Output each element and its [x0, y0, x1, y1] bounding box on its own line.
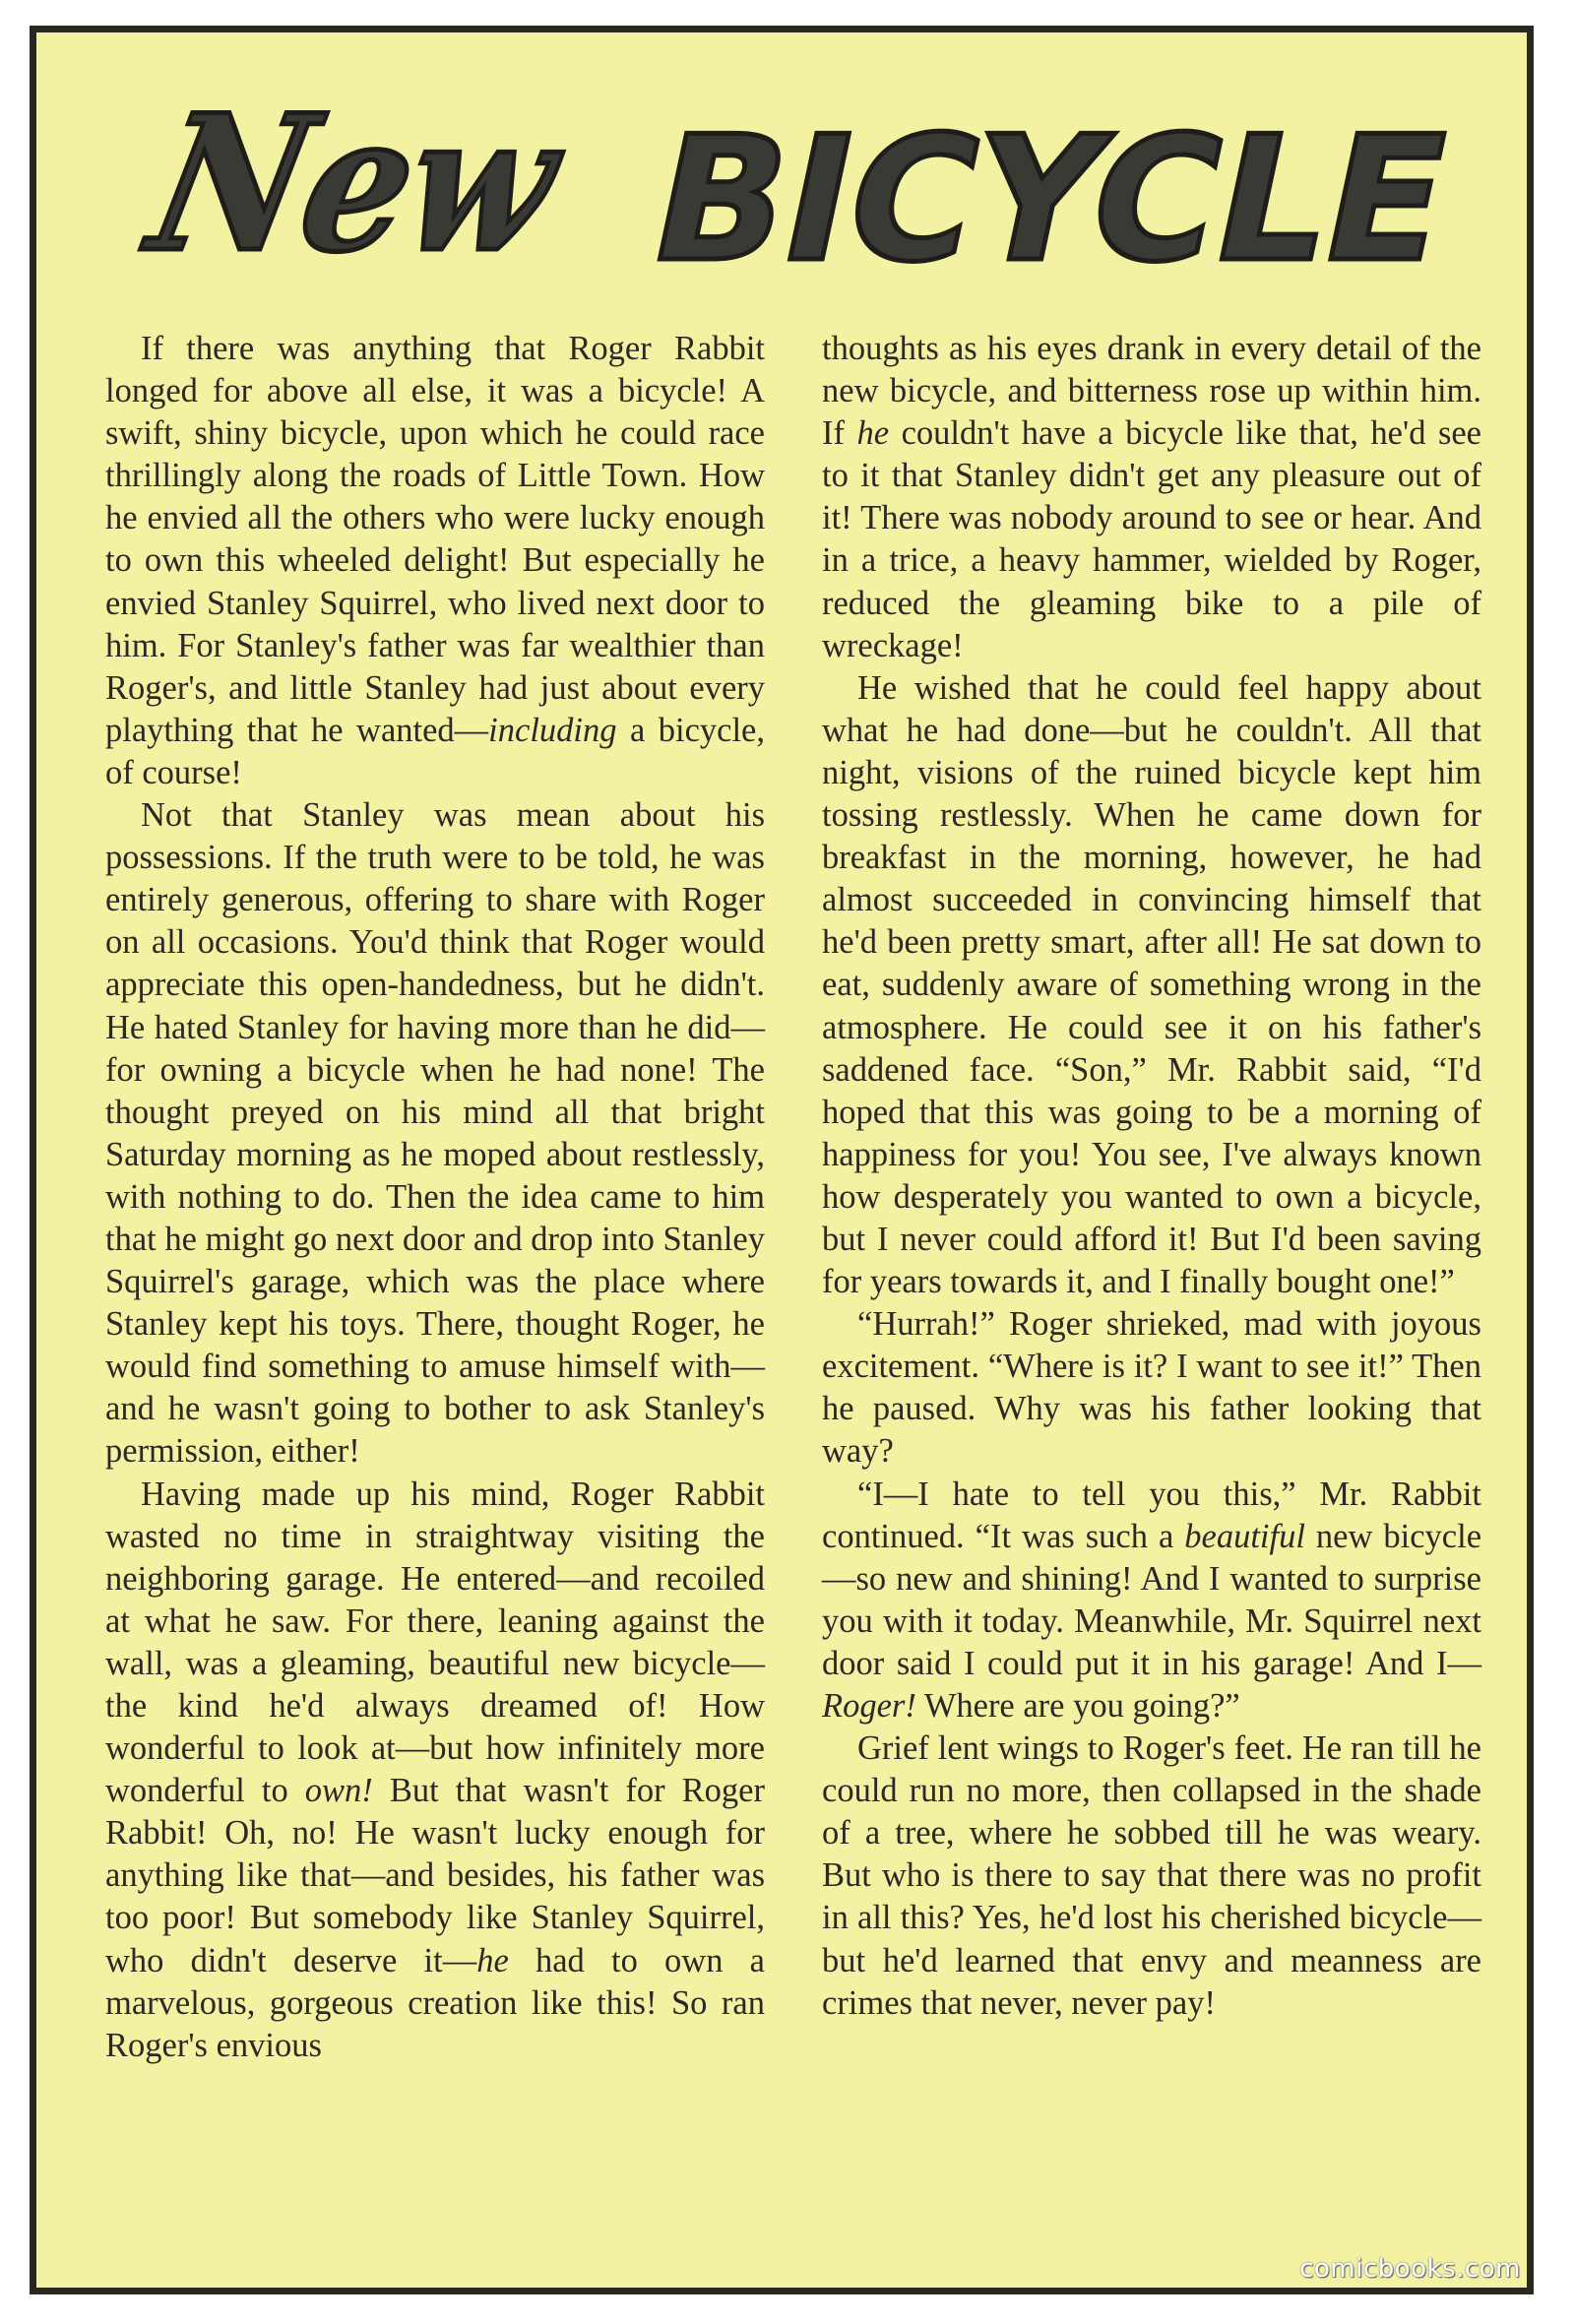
story-paragraph: He wished that he could feel happy about what he had done—but he couldn't. All that night, visions of the ruined bicycle kept him tossing restlessly. When he came down for breakfast in the morning, however, he had almost succeeded in convincing himself that he'd been pretty smart, after all! He sat down to eat, suddenly aware of something wrong in the atmosphere. He could see it on his father's saddened face. “Son,” Mr. Rabbit said, “I'd hoped that this was going to be a morning of happiness for you! You see, I've always known how desperately you wanted to own a bicycle, but I never could afford it! But I'd been saving for years towards it, and I finally bought one!”: [822, 668, 1481, 1301]
title-word-new: New: [134, 74, 633, 294]
story-page: [30, 26, 1534, 2294]
story-column-left: [105, 328, 765, 2067]
story-paragraph: If there was anything that Roger Rabbit longed for above all else, it was a bicycle! A swift, shiny bicycle, upon which he could race thrillingly along the roads of Little Town. How he envied all the others who were lucky enough to own this wheeled delight! But especially he envied Stanley Squirrel, who lived next door to him. For Stanley's father was far wealthier than Roger's, and little Stanley had just about every plaything that he wanted—including a bicycle, of course!: [105, 330, 765, 791]
story-title: [36, 62, 1527, 308]
story-column-right: [822, 328, 1481, 2025]
title-lettering: [36, 62, 1527, 308]
story-paragraph: “Hurrah!” Roger shrieked, mad with joyous excitement. “Where is it? I want to see it!” Then he paused. Why was his father looking that way?: [822, 1305, 1481, 1471]
story-paragraph: thoughts as his eyes drank in every detail of the new bicycle, and bitterness rose up within him. If he couldn't have a bicycle like that, he'd see to it that Stanley didn't get any pleasure out of it! There was nobody around to see or hear. And in a trice, a heavy hammer, wielded by Roger, reduced the gleaming bike to a pile of wreckage!: [822, 330, 1481, 664]
story-paragraph: Grief lent wings to Roger's feet. He ran till he could run no more, then collapsed in the shade of a tree, where he sobbed till he was weary. But who is there to say that there was no profit in all this? Yes, he'd lost his cherished bicycle—but he'd learned that envy and meanness are crimes that never, never pay!: [822, 1729, 1481, 2022]
story-paragraph: Not that Stanley was mean about his possessions. If the truth were to be told, he was entirely generous, offering to share with Roger on all occasions. You'd think that Roger would appreciate this open-handedness, but he didn't. He hated Stanley for having more than he did—for owning a bicycle when he had none! The thought preyed on his mind all that bright Saturday morning as he moped about restlessly, with nothing to do. Then the idea came to him that he might go next door and drop into Stanley Squirrel's garage, which was the place where Stanley kept his toys. There, thought Roger, he would find something to amuse himself with—and he wasn't going to bother to ask Stanley's permission, either!: [105, 796, 765, 1471]
site-watermark: comicbooks.com: [1299, 2254, 1521, 2284]
title-word-bicycle: BICYCLE: [635, 98, 1473, 300]
story-paragraph: “I—I hate to tell you this,” Mr. Rabbit continued. “It was such a beautiful new bicycle—so new and shining! And I wanted to surprise you with it today. Meanwhile, Mr. Squirrel next door said I could put it in his garage! And I—Roger! Where are you going?”: [822, 1475, 1482, 1725]
story-paragraph: Having made up his mind, Roger Rabbit wasted no time in straightway visiting the neighboring garage. He entered—and recoiled at what he saw. For there, leaning against the wall, was a gleaming, beautiful new bicycle—the kind he'd always dreamed of! How wonderful to look at—but how infinitely more wonderful to own! But that wasn't for Roger Rabbit! Oh, no! He wasn't lucky enough for anything like that—and besides, his father was too poor! But somebody like Stanley Squirrel, who didn't deserve it—he had to own a marvelous, gorgeous creation like this! So ran Roger's envious: [105, 1475, 765, 2064]
